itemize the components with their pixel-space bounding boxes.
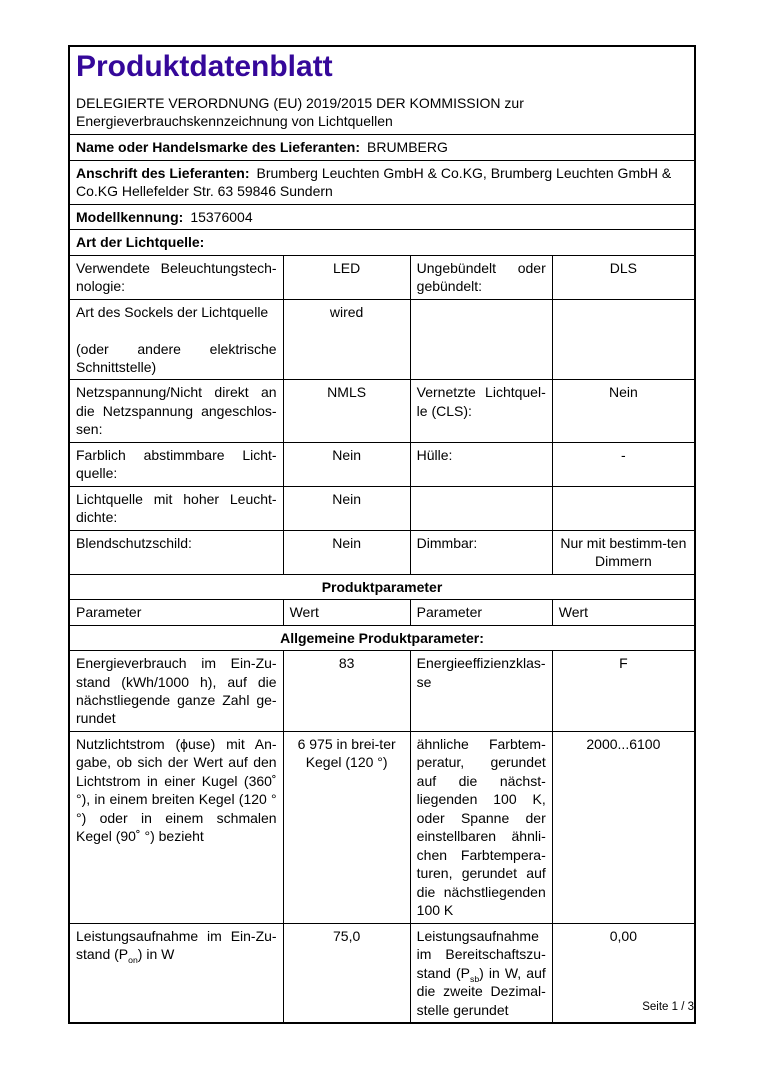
supplier-name-value: BRUMBERG (367, 139, 448, 156)
param-value-cell: Nein (283, 530, 410, 574)
table-row (69, 299, 695, 380)
table-row-supplier-address (69, 160, 695, 204)
table-row (69, 651, 695, 732)
param-value-cell: Nein (552, 380, 695, 442)
param-label-cell: Ungebündelt oder gebündelt: (410, 255, 552, 299)
param-value-cell: Nur mit bestimm-ten Dimmern (552, 530, 695, 574)
param-label-cell: Nutzlichtstrom (ϕuse) mit An-gabe, ob sich der Wert auf den Lichtstrom in einer Kugel (360˚ °), in einem breiten Kegel (120 °°) oder in einem schmalen Kegel (90˚ °) bezieht (69, 731, 283, 923)
param-label-cell: Hülle: (410, 442, 552, 486)
param-value-cell: 2000...6100 (552, 731, 695, 923)
table-row-model-id (69, 204, 695, 229)
param-value-cell: 0,00 (552, 923, 695, 1023)
param-value-cell: Nein (283, 442, 410, 486)
table-row-section-art (69, 230, 695, 255)
param-label-cell: Blendschutzschild: (69, 530, 283, 574)
table-row (69, 442, 695, 486)
param-label-cell: Art des Sockels der Lichtquelle (oder andere elektrische Schnittstelle) (69, 299, 283, 380)
param-label-cell (410, 299, 552, 380)
table-row (69, 380, 695, 442)
param-label-cell: Leistungsaufnahme im Bereitschaftszu-stand $(P_{sb})$ in W, auf die zweite Dezimal-stelle gerundet (410, 923, 552, 1023)
datasheet-table (68, 45, 696, 1024)
param-value-cell: DLS (552, 255, 695, 299)
param-value-cell: Nein (283, 486, 410, 530)
supplier-name-label: Name oder Handelsmarke des Lieferanten: (76, 139, 360, 156)
param-value-cell: 75,0 (283, 923, 410, 1023)
supplier-name-cell (69, 135, 695, 160)
param-label-cell: Verwendete Beleuchtungstech-nologie: (69, 255, 283, 299)
datasheet (68, 45, 696, 1024)
param-label-cell: Energieeffizienzklas-se (410, 651, 552, 732)
param-value-cell: 83 (283, 651, 410, 732)
param-label-cell: ähnliche Farbtem-peratur, gerundet auf die nächst-liegenden 100 K, oder Spanne der einstellbaren ähnli-chen Farbtempera-turen, gerundet auf die nächstliegenden 100 K (410, 731, 552, 923)
param-label-cell: Energieverbrauch im Ein-Zu-stand (kWh/1000 h), auf die nächstliegende ganze Zahl ge-rundet (69, 651, 283, 732)
param-label-cell: Netzspannung/Nicht direkt an die Netzspannung angeschlos-sen: (69, 380, 283, 442)
param-value-cell: - (552, 442, 695, 486)
table-row (69, 530, 695, 574)
param-label-cell (410, 486, 552, 530)
supplier-address-cell (69, 160, 695, 204)
table-row-section-allgemeine (69, 625, 695, 650)
param-value-cell: 6 975 in brei-ter Kegel (120 °) (283, 731, 410, 923)
supplier-address-label: Anschrift des Lieferanten: (76, 164, 250, 181)
section-produktparameter-title: Produktparameter (69, 574, 695, 599)
table-row (69, 255, 695, 299)
param-label-cell: Vernetzte Lichtquel-le (CLS): (410, 380, 552, 442)
param-value-cell: NMLS (283, 380, 410, 442)
supplier-address-value: Brumberg Leuchten GmbH & Co.KG, Brumberg Leuchten GmbH & Co.KG Hellefelder Str. 63 59846 Sundern (76, 164, 672, 200)
section-art-label: Art der Lichtquelle: (76, 234, 205, 251)
param-label-cell: Dimmbar: (410, 530, 552, 574)
column-header-wert: Wert (552, 600, 695, 625)
table-row-supplier-name (69, 135, 695, 160)
column-header-wert: Wert (283, 600, 410, 625)
section-art-cell (69, 230, 695, 255)
table-row (69, 731, 695, 923)
model-id-cell (69, 204, 695, 229)
header-block (69, 46, 695, 135)
table-row-section-produktparameter (69, 574, 695, 599)
param-value-cell (552, 486, 695, 530)
param-value-cell: LED (283, 255, 410, 299)
section-allgemeine-title: Allgemeine Produktparameter: (69, 625, 695, 650)
model-id-value: 15376004 (190, 208, 253, 225)
param-label-cell: Leistungsaufnahme im Ein-Zu-stand $(P_{on})$ in W (69, 923, 283, 1023)
regulation-subtitle: DELEGIERTE VERORDNUNG (EU) 2019/2015 DER KOMMISSION zur Energieverbrauchskennzeichnung von Lichtquellen (76, 94, 524, 130)
column-header-parameter: Parameter (69, 600, 283, 625)
param-value-cell: wired (283, 299, 410, 380)
table-row (69, 486, 695, 530)
table-row-header-block (69, 46, 695, 135)
column-header-parameter: Parameter (410, 600, 552, 625)
model-id-label: Modellkennung: (76, 208, 184, 225)
param-value-cell: F (552, 651, 695, 732)
param-label-cell: Lichtquelle mit hoher Leucht-dichte: (69, 486, 283, 530)
table-row (69, 923, 695, 1023)
param-value-cell (552, 299, 695, 380)
page-title: Produktdatenblatt (76, 50, 333, 83)
page-number: Seite 1 / 3 (642, 1001, 694, 1013)
table-row-column-headers (69, 600, 695, 625)
param-label-cell: Farblich abstimmbare Licht-quelle: (69, 442, 283, 486)
